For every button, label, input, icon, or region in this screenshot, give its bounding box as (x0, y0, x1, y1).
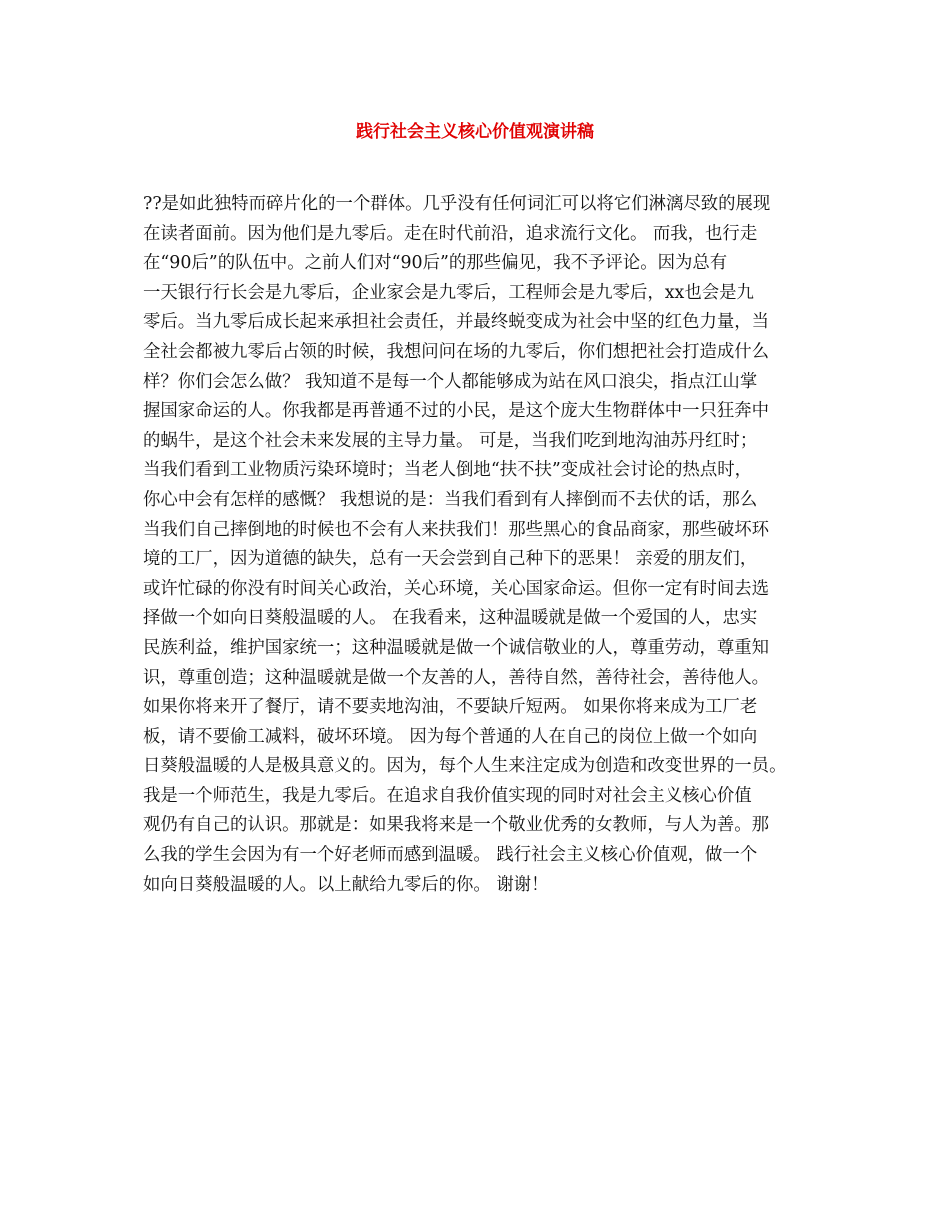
body-line: 在读者面前。因为他们是九零后。走在时代前沿，追求流行文化。 而我，也行走 (143, 223, 758, 244)
body-line: 境的工厂，因为道德的缺失，总有一天会尝到自己种下的恶果！ 亲爱的朋友们， (143, 549, 758, 570)
body-line: ??是如此独特而碎片化的一个群体。几乎没有任何词汇可以将它们淋漓尽致的展现 (143, 194, 771, 214)
body-line: 样？你们会怎么做？ 我知道不是每一个人都能够成为站在风口浪尖，指点江山掌 (143, 371, 758, 392)
document-title: 践行社会主义核心价值观演讲稿 (356, 122, 594, 142)
body-line: 如向日葵般温暖的人。以上献给九零后的你。 谢谢！ (143, 874, 549, 895)
body-line: 板，请不要偷工减料，破坏环境。 因为每个普通的人在自己的岗位上做一个如向 (143, 726, 758, 747)
body-line: 或许忙碌的你没有时间关心政治，关心环境，关心国家命运。但你一定有时间去选 (143, 578, 770, 599)
body-line: 观仍有自己的认识。那就是：如果我将来是一个敬业优秀的女教师，与人为善。那 (143, 815, 770, 836)
body-line: 全社会都被九零后占领的时候，我想问问在场的九零后，你们想把社会打造成什么 (143, 341, 770, 362)
document-body (143, 190, 823, 900)
body-line: 握国家命运的人。你我都是再普通不过的小民，是这个庞大生物群体中一只狂奔中 (143, 401, 770, 422)
body-line: 当我们看到工业物质污染环境时；当老人倒地“扶不扶”变成社会讨论的热点时， (143, 460, 753, 481)
body-line: 的蜗牛，是这个社会未来发展的主导力量。 可是，当我们吃到地沟油苏丹红时； (143, 430, 758, 451)
body-line: 当我们自己摔倒地的时候也不会有人来扶我们！那些黑心的食品商家，那些破坏环 (143, 519, 770, 540)
body-line: 择做一个如向日葵般温暖的人。 在我看来，这种温暖就是做一个爱国的人，忠实 (143, 608, 758, 629)
body-line: 识，尊重创造；这种温暖就是做一个友善的人，善待自然，善待社会，善待他人。 (143, 667, 770, 688)
body-line: 在“90后”的队伍中。之前人们对“90后”的那些偏见，我不予评论。因为总有 (143, 253, 728, 274)
body-line: 如果你将来开了餐厅，请不要卖地沟油，不要缺斤短两。 如果你将来成为工厂老 (143, 697, 758, 718)
body-line: 零后。当九零后成长起来承担社会责任，并最终蜕变成为社会中坚的红色力量，当 (143, 312, 770, 333)
body-line: 我是一个师范生，我是九零后。在追求自我价值实现的同时对社会主义核心价值 (143, 785, 752, 806)
body-line: 日葵般温暖的人是极具意义的。因为，每个人生来注定成为创造和改变世界的一员。 (143, 756, 787, 777)
body-line: 你心中会有怎样的感慨？ 我想说的是：当我们看到有人摔倒而不去伏的话，那么 (143, 489, 758, 510)
body-line: 民族利益，维护国家统一；这种温暖就是做一个诚信敬业的人，尊重劳动，尊重知 (143, 637, 770, 658)
body-line: 一天银行行长会是九零后，企业家会是九零后，工程师会是九零后，xx也会是九 (143, 282, 754, 303)
body-line: 么我的学生会因为有一个好老师而感到温暖。 践行社会主义核心价值观，做一个 (143, 845, 758, 866)
